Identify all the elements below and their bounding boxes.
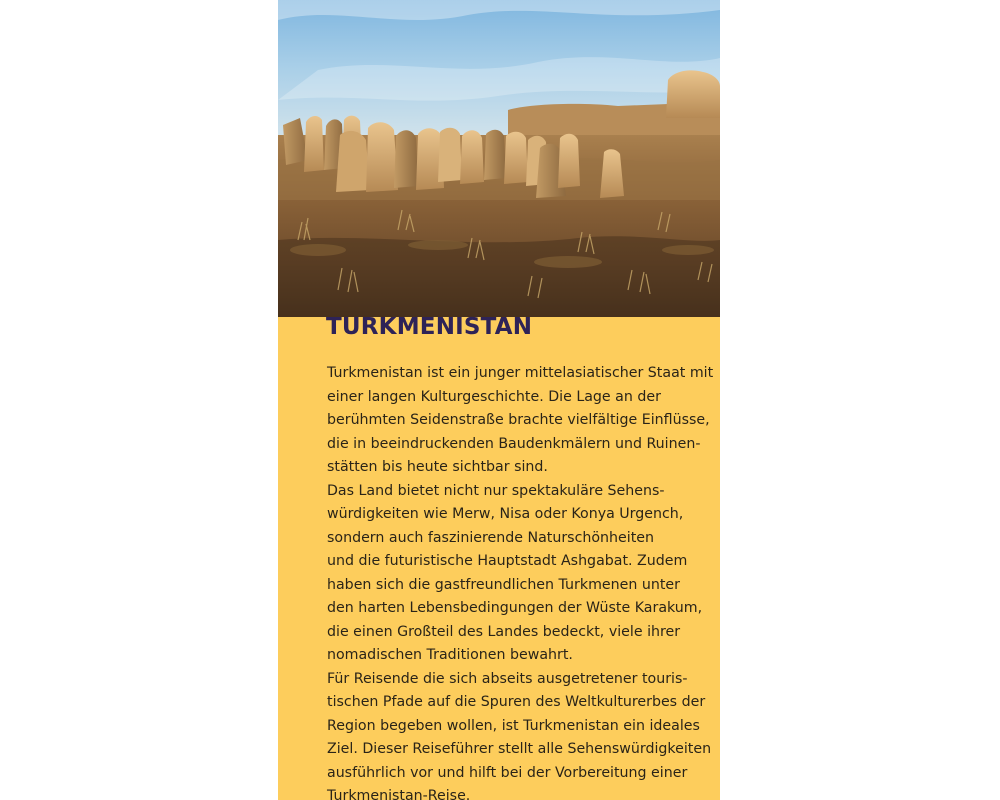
text-line: stätten bis heute sichtbar sind. — [327, 459, 548, 475]
text-line: Turkmenistan-Reise. — [327, 788, 471, 800]
text-line: die in beeindruckenden Baudenkmälern und Ruinen- — [327, 435, 701, 452]
text-line: tischen Pfade auf die Spuren des Weltkulturerbes der — [327, 694, 706, 710]
text-line: haben sich die gastfreundlichen Turkmenen unter — [327, 576, 680, 593]
text-line: ausführlich vor und hilft bei der Vorbereitung einer — [327, 764, 688, 781]
text-line: und die futuristische Hauptstadt Ashgabat. Zudem — [327, 553, 688, 569]
text-line: sondern auch faszinierende Naturschönheiten — [327, 529, 654, 546]
text-line: nomadischen Traditionen bewahrt. — [327, 647, 573, 663]
text-line: Turkmenistan ist ein junger mittelasiatischer Staat mit — [327, 365, 714, 381]
text-line: berühmten Seidenstraße brachte vielfältige Einflüsse, — [327, 412, 710, 428]
text-line: würdigkeiten wie Merw, Nisa oder Konya Urgench, — [327, 506, 684, 522]
text-line: Das Land bietet nicht nur spektakuläre Sehens- — [327, 482, 665, 499]
book-back-cover — [278, 0, 720, 800]
text-line: Ziel. Dieser Reiseführer stellt alle Sehenswürdigkeiten — [327, 741, 712, 757]
text-line: die einen Großteil des Landes bedeckt, viele ihrer — [327, 623, 681, 640]
desert-ruins-photo — [278, 0, 720, 317]
text-line: einer langen Kulturgeschichte. Die Lage an der — [327, 388, 661, 405]
page-title: TURKMENISTAN — [326, 314, 533, 340]
text-line: Region begeben wollen, ist Turkmenistan ein ideales — [327, 717, 700, 734]
text-line: Für Reisende die sich abseits ausgetretener touris- — [327, 670, 688, 687]
description-text — [327, 362, 712, 800]
text-line: den harten Lebensbedingungen der Wüste Karakum, — [327, 600, 703, 616]
